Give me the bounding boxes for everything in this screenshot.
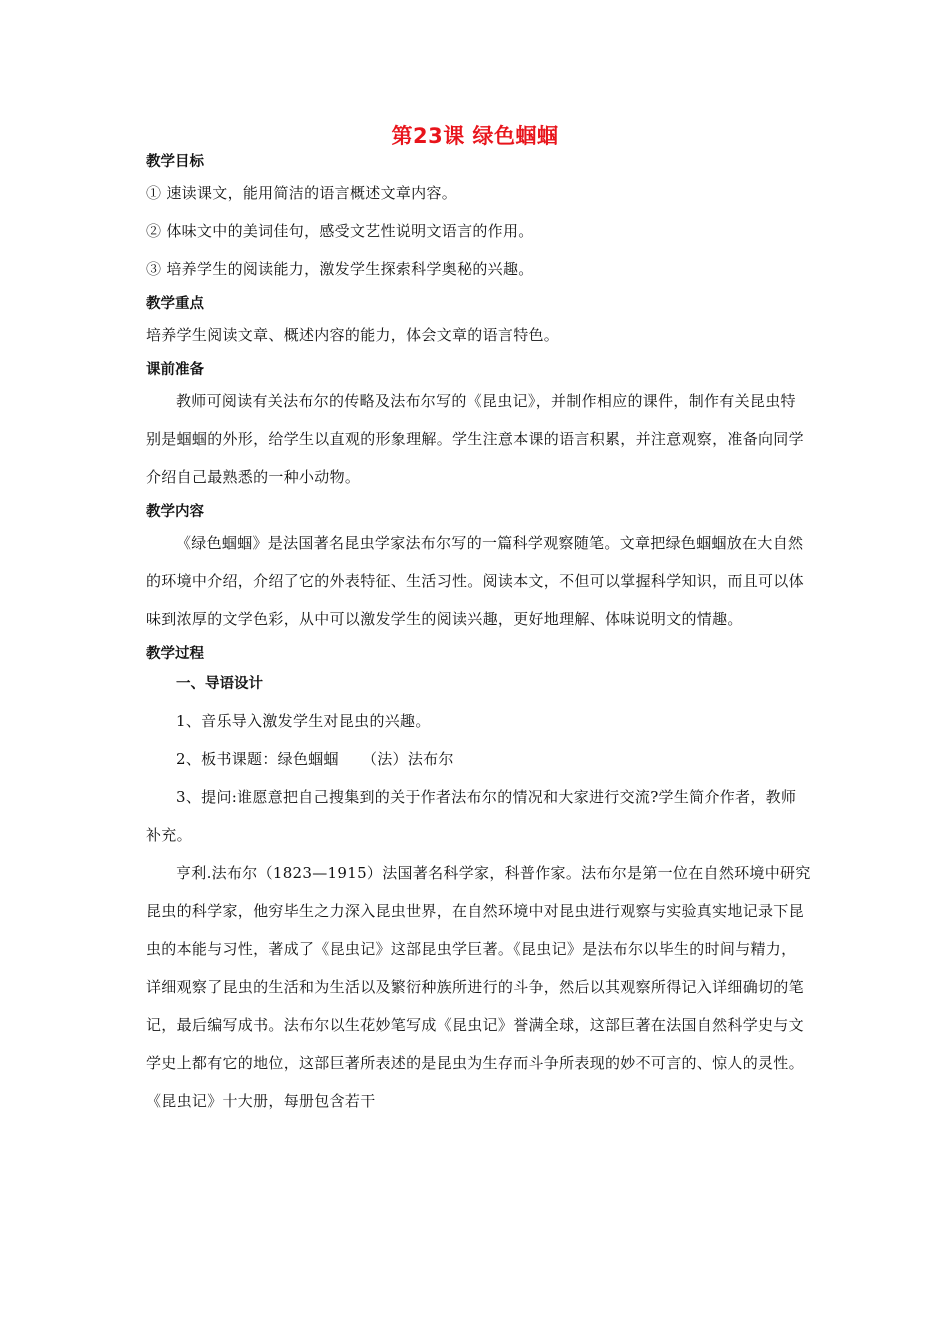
content-heading: 教学内容 — [146, 504, 204, 520]
step-item: 2、板书课题：绿色蝈蝈 （法）法布尔 — [176, 750, 454, 768]
content-text: 《绿色蝈蝈》是法国著名昆虫学家法布尔写的一篇科学观察随笔。文章把绿色蝈蝈放在大自然的环境中介绍，介绍了它的外表特征、生活习性。阅读本文，不但可以掌握科学知识，而且可以体味到浓厚的文学色彩，从中可以激发学生的阅读兴趣，更好地理解、体味说明文的情趣。 — [146, 534, 804, 628]
objective-item: ③ 培养学生的阅读能力，激发学生探索科学奥秘的兴趣。 — [146, 260, 534, 278]
intro-heading: 一、导语设计 — [176, 676, 263, 692]
objectives-heading: 教学目标 — [146, 154, 204, 170]
prep-heading: 课前准备 — [146, 362, 204, 378]
step-item: 3、提问:谁愿意把自己搜集到的关于作者法布尔的情况和大家进行交流?学生简介作者，教师补充。 — [146, 788, 797, 844]
focus-heading: 教学重点 — [146, 296, 204, 312]
prep-text: 教师可阅读有关法布尔的传略及法布尔写的《昆虫记》，并制作相应的课件，制作有关昆虫特别是蝈蝈的外形，给学生以直观的形象理解。学生注意本课的语言积累，并注意观察，准备向同学介绍自己最熟悉的一种小动物。 — [146, 392, 804, 486]
focus-text: 培养学生阅读文章、概述内容的能力，体会文章的语言特色。 — [146, 326, 560, 344]
document-title: 第23课 绿色蝈蝈 — [391, 124, 559, 148]
step-item: 1、音乐导入激发学生对昆虫的兴趣。 — [176, 712, 431, 730]
author-text: 亨利.法布尔（1823—1915）法国著名科学家，科普作家。法布尔是第一位在自然环境中研究昆虫的科学家，他穷毕生之力深入昆虫世界，在自然环境中对昆虫进行观察与实验真实地记录下昆虫的本能与习性，著成了《昆虫记》这部昆虫学巨著。《昆虫记》是法布尔以毕生的时间与精力，详细观察了昆虫的生活和为生活以及繁衍种族所进行的斗争，然后以其观察所得记入详细确切的笔记，最后编写成书。法布尔以生花妙笔写成《昆虫记》誉满全球，这部巨著在法国自然科学史与文学史上都有它的地位，这部巨著所表述的是昆虫为生存而斗争所表现的妙不可言的、惊人的灵性。 《昆虫记》十大册，每册包含若干 — [146, 864, 811, 1110]
objective-item: ① 速读课文，能用简洁的语言概述文章内容。 — [146, 184, 458, 202]
objective-item: ② 体味文中的美词佳句，感受文艺性说明文语言的作用。 — [146, 222, 534, 240]
process-heading: 教学过程 — [146, 646, 204, 662]
document-body — [146, 150, 811, 1120]
